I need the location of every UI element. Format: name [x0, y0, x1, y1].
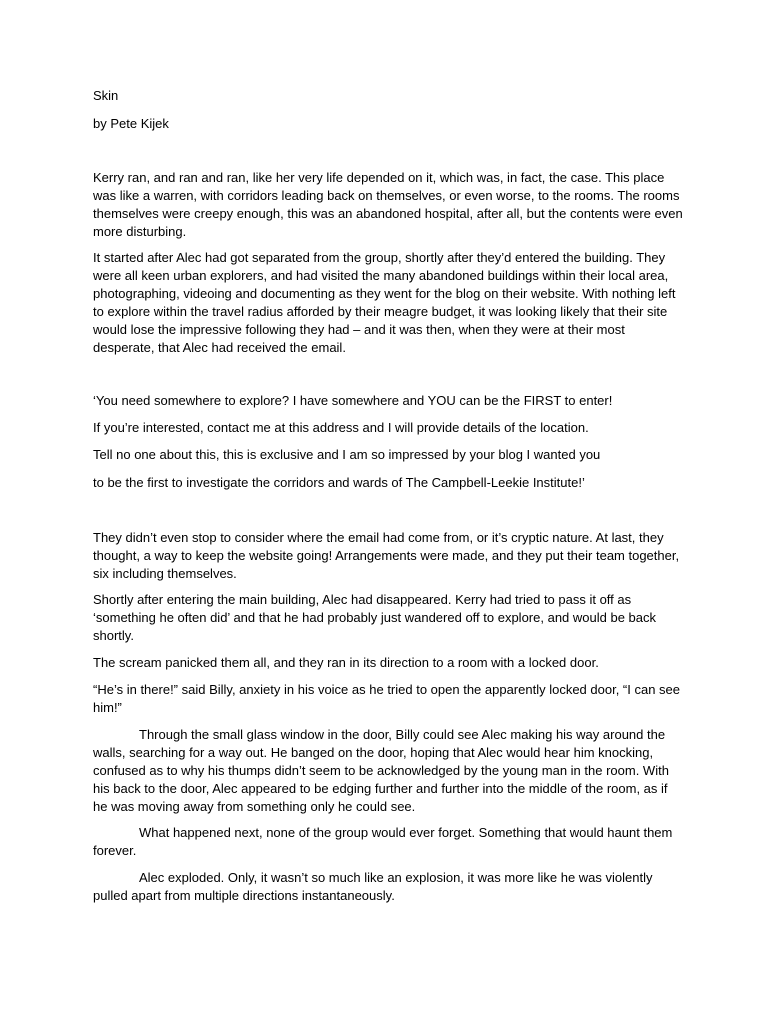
- paragraph-5: The scream panicked them all, and they ran in its direction to a room with a locked door.: [93, 655, 599, 670]
- paragraph-9: Alec exploded. Only, it wasn’t so much like an explosion, it was more like he was violently pulled apart from multiple directions instantaneously.: [93, 870, 653, 903]
- paragraph-2: It started after Alec had got separated from the group, shortly after they’d entered the building. They were all keen urban explorers, and had visited the many abandoned buildings within their local area, photographing, videoing and documenting as they went for the blog on their website. With nothing left to explore within the travel radius afforded by their meagre budget, it was looking likely that their site would lose the impressive following they had – and it was then, when they were at their most desperate, that Alec had received the email.: [93, 250, 676, 355]
- email-line-2: If you’re interested, contact me at this address and I will provide details of the location.: [93, 420, 589, 435]
- paragraph-1: Kerry ran, and ran and ran, like her very life depended on it, which was, in fact, the case. This place was like a warren, with corridors leading back on themselves, or even worse, to the rooms. The rooms themselves were creepy enough, this was an abandoned hospital, after all, but the contents were even more disturbing.: [93, 170, 683, 239]
- paragraph-6: “He’s in there!” said Billy, anxiety in his voice as he tried to open the apparently locked door, “I can see him!”: [93, 682, 681, 715]
- document-title: Skin: [93, 88, 119, 103]
- email-line-3: Tell no one about this, this is exclusive and I am so impressed by your blog I wanted you: [93, 447, 601, 462]
- email-line-4: to be the first to investigate the corridors and wards of The Campbell-Leekie Institute!’: [93, 475, 585, 490]
- document-author: by Pete Kijek: [93, 116, 169, 131]
- paragraph-7: Through the small glass window in the door, Billy could see Alec making his way around the walls, searching for a way out. He banged on the door, hoping that Alec would hear him knocking, confused as to why his thumps didn’t seem to be acknowledged by the young man in the room. With his back to the door, Alec appeared to be edging further and further into the middle of the room, as if he was moving away from something only he could see.: [93, 727, 669, 814]
- email-line-1: ‘You need somewhere to explore? I have somewhere and YOU can be the FIRST to enter!: [93, 393, 613, 408]
- paragraph-8: What happened next, none of the group would ever forget. Something that would haunt them forever.: [93, 825, 673, 858]
- paragraph-3: They didn’t even stop to consider where the email had come from, or it’s cryptic nature. At last, they thought, a way to keep the website going! Arrangements were made, and they put their team together, six including themselves.: [93, 530, 680, 581]
- paragraph-4: Shortly after entering the main building, Alec had disappeared. Kerry had tried to pass it off as ‘something he often did’ and that he had probably just wandered off to explore, and would be back shortly.: [93, 592, 656, 643]
